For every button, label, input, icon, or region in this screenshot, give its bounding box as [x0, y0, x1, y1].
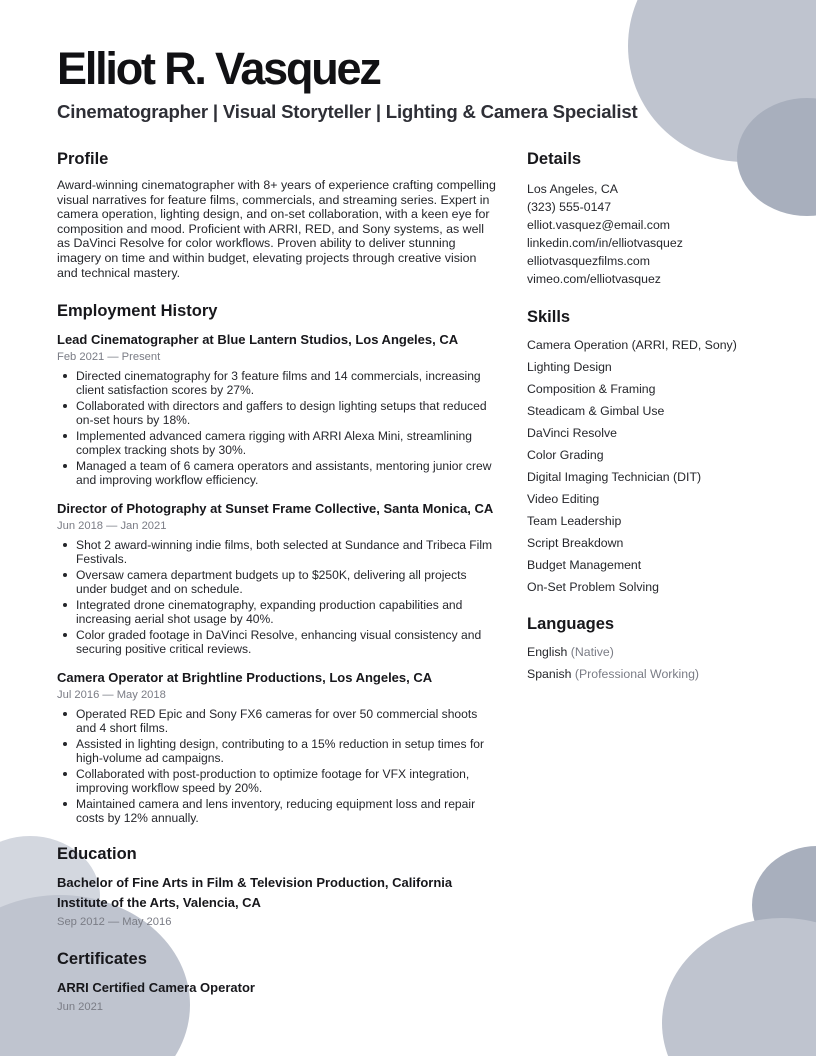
- skill-item: On-Set Problem Solving: [527, 580, 659, 594]
- candidate-headline: Cinematographer | Visual Storyteller | Lighting & Camera Specialist: [57, 101, 638, 122]
- certificate-dates: Jun 2021: [57, 1001, 104, 1014]
- list-item: Shot 2 award-winning indie films, both selected at Sundance and Tribeca Film Festivals.: [57, 538, 497, 566]
- language-name: Spanish: [527, 667, 572, 681]
- list-item: Directed cinematography for 3 feature films and 14 commercials, increasing client satisfaction scores by 27%.: [57, 369, 497, 397]
- section-title: Languages: [527, 615, 615, 633]
- language-item: [527, 663, 797, 685]
- job-entry: [57, 499, 497, 656]
- detail-location: Los Angeles, CA: [527, 182, 618, 196]
- detail-website: elliotvasquezfilms.com: [527, 254, 651, 268]
- section-title: Certificates: [57, 950, 147, 969]
- job-dates: Jun 2018 — Jan 2021: [57, 520, 167, 533]
- job-entry: [57, 668, 497, 825]
- job-title: Camera Operator at Brightline Productions, Los Angeles, CA: [57, 670, 433, 686]
- certificate-name: ARRI Certified Camera Operator: [57, 980, 255, 996]
- skill-item: Color Grading: [527, 448, 604, 462]
- list-item: Implemented advanced camera rigging with ARRI Alexa Mini, streamlining complex tracking shots by 30%.: [57, 429, 497, 457]
- skill-item: Script Breakdown: [527, 536, 624, 550]
- sidebar-column: [527, 150, 797, 685]
- list-item: Color graded footage in DaVinci Resolve, enhancing visual consistency and securing positive critical reviews.: [57, 628, 497, 656]
- list-item: Collaborated with post-production to optimize footage for VFX integration, improving workflow speed by 20%.: [57, 767, 497, 795]
- skill-item: Team Leadership: [527, 514, 622, 528]
- main-column: [57, 150, 497, 1013]
- job-bullets: [57, 369, 497, 487]
- list-item: Oversaw camera department budgets up to $250K, delivering all projects under budget and on schedule.: [57, 568, 497, 596]
- detail-linkedin: linkedin.com/in/elliotvasquez: [527, 236, 683, 250]
- list-item: Collaborated with directors and gaffers to design lighting setups that reduced on-set hours by 18%.: [57, 399, 497, 427]
- skill-item: Digital Imaging Technician (DIT): [527, 470, 702, 484]
- languages-section: [527, 615, 797, 685]
- certificates-section: [57, 950, 497, 1013]
- section-title: Details: [527, 150, 582, 168]
- skill-item: Camera Operation (ARRI, RED, Sony): [527, 338, 737, 352]
- skill-item: DaVinci Resolve: [527, 426, 617, 440]
- details-section: [527, 150, 797, 288]
- education-dates: Sep 2012 — May 2016: [57, 916, 172, 929]
- section-title: Profile: [57, 150, 109, 168]
- detail-vimeo: vimeo.com/elliotvasquez: [527, 272, 661, 286]
- section-title: Education: [57, 845, 137, 864]
- list-item: Assisted in lighting design, contributing to a 15% reduction in setup times for high-volume ad campaigns.: [57, 737, 497, 765]
- section-title: Skills: [527, 308, 571, 326]
- section-title: Employment History: [57, 302, 218, 321]
- job-dates: Feb 2021 — Present: [57, 351, 161, 364]
- skill-item: Lighting Design: [527, 360, 612, 374]
- education-section: [57, 845, 497, 928]
- job-bullets: [57, 707, 497, 825]
- list-item: Managed a team of 6 camera operators and assistants, mentoring junior crew and improving workflow efficiency.: [57, 459, 497, 487]
- profile-section: [57, 150, 497, 280]
- list-item: Maintained camera and lens inventory, reducing equipment loss and repair costs by 12% annually.: [57, 797, 497, 825]
- employment-section: [57, 302, 497, 825]
- skill-item: Steadicam & Gimbal Use: [527, 404, 665, 418]
- skills-section: [527, 308, 797, 598]
- language-item: [527, 641, 797, 663]
- candidate-name: Elliot R. Vasquez: [57, 43, 380, 94]
- language-level: (Native): [570, 645, 614, 659]
- skill-item: Composition & Framing: [527, 382, 656, 396]
- job-dates: Jul 2016 — May 2018: [57, 689, 166, 702]
- detail-phone: (323) 555-0147: [527, 200, 612, 214]
- skill-item: Budget Management: [527, 558, 642, 572]
- language-level: (Professional Working): [574, 667, 700, 681]
- language-name: English: [527, 645, 568, 659]
- detail-email: elliot.vasquez@email.com: [527, 218, 671, 232]
- profile-summary: Award-winning cinematographer with 8+ years of experience crafting compelling visual narratives for feature films, commercials, and streaming series. Expert in camera operation, lighting design, and on-set collaboration, with a keen eye for composition and mood. Proficient with ARRI, RED, and Sony systems, as well as DaVinci Resolve for color workflows. Proven ability to deliver stunning imagery on time and within budget, elevating projects through creative vision and technical mastery.: [57, 178, 496, 280]
- job-entry: [57, 330, 497, 487]
- job-title: Lead Cinematographer at Blue Lantern Studios, Los Angeles, CA: [57, 332, 459, 348]
- list-item: Operated RED Epic and Sony FX6 cameras for over 50 commercial shoots and 4 short films.: [57, 707, 497, 735]
- job-bullets: [57, 538, 497, 656]
- skill-item: Video Editing: [527, 492, 600, 506]
- degree-title: Bachelor of Fine Arts in Film & Television Production, California Institute of the Arts, Valencia, CA: [57, 875, 453, 911]
- list-item: Integrated drone cinematography, expanding production capabilities and increasing aerial shot usage by 40%.: [57, 598, 497, 626]
- job-title: Director of Photography at Sunset Frame Collective, Santa Monica, CA: [57, 501, 494, 517]
